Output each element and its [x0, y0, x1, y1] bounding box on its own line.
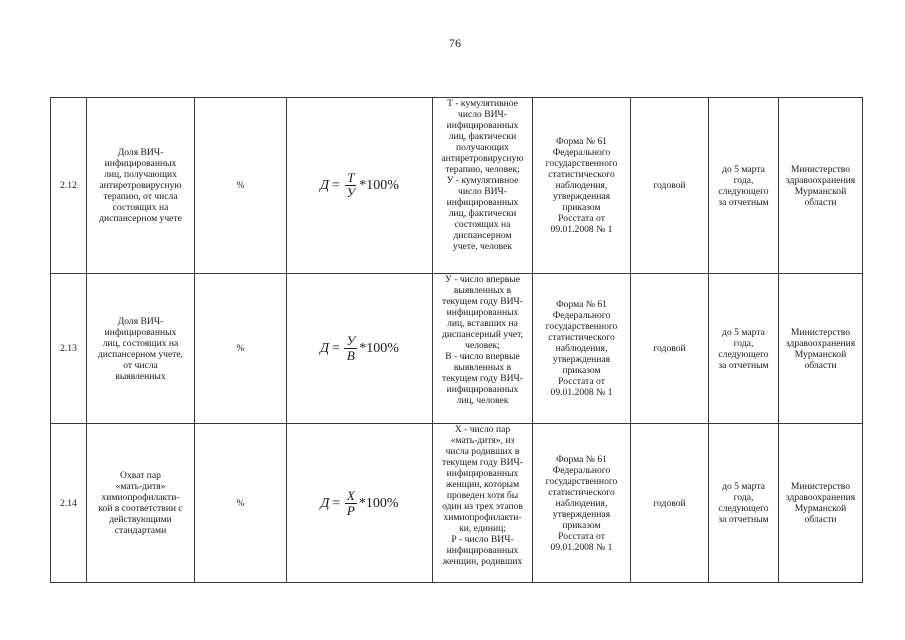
- formula-cell: [287, 424, 433, 583]
- variable-definitions: У - число впервые выявленных в текущем году ВИЧ- инфицированных лиц, вставших на диспансерный учет, человек; В - число впервые выявленных в текущем году ВИЧ- инфицированных лиц, человек: [433, 274, 533, 424]
- data-source: Форма № 61 Федерального государственного статистического наблюдения, утвержденная приказом Росстата от 09.01.2008 № 1: [533, 274, 631, 424]
- formula: [320, 171, 399, 200]
- table-row: [51, 424, 863, 583]
- formula-equals: =: [331, 341, 341, 356]
- formula-equals: =: [331, 495, 341, 511]
- variable-definitions: Х - число пар «мать-дитя», из числа родивших в текущем году ВИЧ- инфицированных женщин, которым проведен хотя бы один из трех этапов химиопрофилакти- ки, единиц; Р - число ВИЧ- инфицированных женщин, родивших: [433, 424, 533, 583]
- row-number: 2.13: [51, 274, 87, 424]
- row-number: 2.14: [51, 424, 87, 583]
- formula-fraction: [345, 489, 357, 518]
- formula-fraction: [344, 334, 357, 363]
- formula-multiplier: *100%: [359, 178, 399, 193]
- formula: [320, 334, 399, 363]
- data-source: Форма № 61 Федерального государственного статистического наблюдения, утвержденная приказом Росстата от 09.01.2008 № 1: [533, 98, 631, 274]
- responsible-body: Министерство здравоохранения Мурманской области: [779, 274, 863, 424]
- formula-denominator: Р: [346, 502, 355, 518]
- periodicity: годовой: [631, 98, 709, 274]
- formula-denominator: У: [346, 185, 356, 200]
- page-number: 76: [449, 36, 461, 50]
- formula: [321, 489, 399, 518]
- table-row: [51, 274, 863, 424]
- table-row: [51, 98, 863, 274]
- formula-lhs: Д: [320, 341, 330, 356]
- variable-definitions: Т - кумулятивное число ВИЧ- инфицированных лиц, фактически получающих антиретровирусную терапию, человек; У - кумулятивное число ВИЧ- инфицированных лиц, фактически состоящих на диспансерном учете, человек: [433, 98, 533, 274]
- reporting-deadline: до 5 марта года, следующего за отчетным: [709, 424, 779, 583]
- indicator-name: Доля ВИЧ- инфицированных лиц, получающих антиретровирусную терапию, от числа состоящих на диспансерном учете: [87, 98, 195, 274]
- data-source: Форма № 61 Федерального государственного статистического наблюдения, утвержденная приказом Росстата от 09.01.2008 № 1: [533, 424, 631, 583]
- indicators-table: [50, 97, 863, 583]
- reporting-deadline: до 5 марта года, следующего за отчетным: [709, 98, 779, 274]
- formula-multiplier: *100%: [359, 341, 399, 356]
- unit-of-measure: %: [195, 424, 287, 583]
- indicator-name: Доля ВИЧ- инфицированных лиц, состоящих на диспансерном учете, от числа выявленных: [87, 274, 195, 424]
- formula-multiplier: *100%: [358, 495, 399, 511]
- formula-numerator: Х: [346, 487, 355, 503]
- formula-lhs: Д: [320, 178, 330, 193]
- formula-denominator: В: [346, 348, 355, 363]
- formula-lhs: Д: [320, 495, 330, 511]
- reporting-deadline: до 5 марта года, следующего за отчетным: [709, 274, 779, 424]
- formula-numerator: Т: [347, 170, 355, 185]
- formula-fraction: [344, 171, 357, 200]
- formula-numerator: У: [346, 333, 356, 348]
- responsible-body: Министерство здравоохранения Мурманской области: [779, 424, 863, 583]
- formula-cell: [287, 98, 433, 274]
- formula-equals: =: [331, 178, 341, 193]
- row-number: 2.12: [51, 98, 87, 274]
- formula-cell: [287, 274, 433, 424]
- unit-of-measure: %: [195, 98, 287, 274]
- periodicity: годовой: [631, 424, 709, 583]
- unit-of-measure: %: [195, 274, 287, 424]
- periodicity: годовой: [631, 274, 709, 424]
- indicator-name: Охват пар «мать-дитя» химиопрофилакти- кой в соответствии с действующими стандартами: [87, 424, 195, 583]
- responsible-body: Министерство здравоохранения Мурманской области: [779, 98, 863, 274]
